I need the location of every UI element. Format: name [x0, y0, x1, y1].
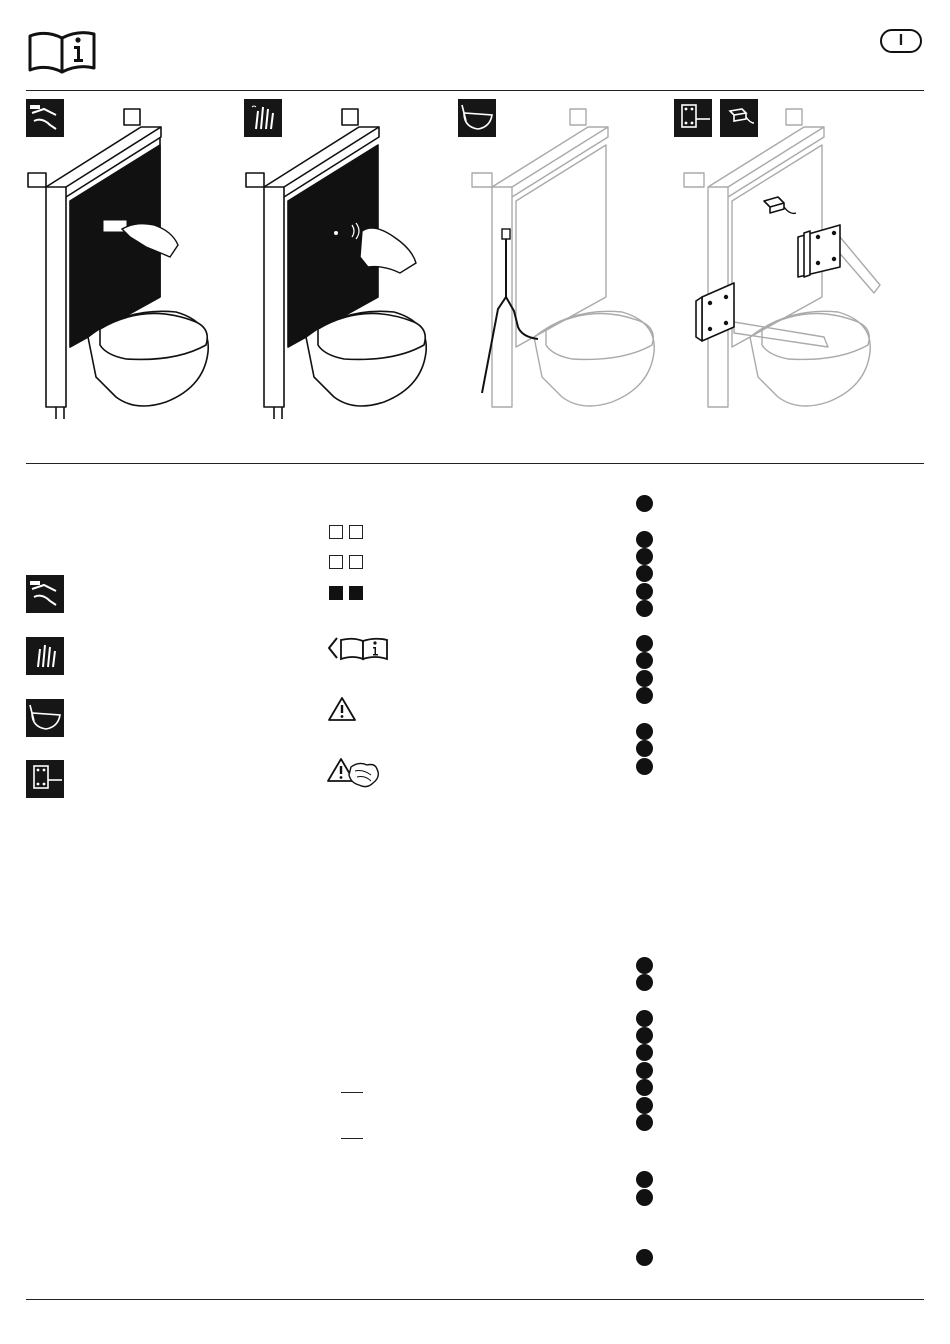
filled-box-icon — [329, 586, 343, 600]
header-divider — [26, 90, 924, 91]
list-bullet — [636, 740, 653, 757]
list-bullet — [636, 652, 653, 669]
fraction-line — [341, 1092, 363, 1093]
empty-box-icon — [329, 555, 343, 569]
warning-icon — [327, 696, 357, 722]
list-bullet — [636, 531, 653, 548]
illustration-shower-toilet — [458, 97, 668, 427]
list-bullet — [636, 1027, 653, 1044]
fraction-line — [341, 1138, 363, 1139]
warning-cloth-icon — [327, 757, 383, 791]
list-bullet — [636, 670, 653, 687]
list-bullet — [636, 548, 653, 565]
list-bullet — [636, 583, 653, 600]
language-code: I — [898, 32, 904, 49]
filled-box-icon — [349, 586, 363, 600]
empty-box-icon — [329, 525, 343, 539]
footer-divider — [26, 1299, 924, 1300]
list-bullet — [636, 495, 653, 512]
legend-hand-touch-icon — [26, 575, 64, 613]
list-bullet — [636, 687, 653, 704]
legend-mounting-plate-icon — [26, 760, 64, 798]
list-bullet — [636, 1171, 653, 1188]
list-bullet — [636, 1079, 653, 1096]
list-bullet — [636, 758, 653, 775]
language-badge — [880, 29, 922, 53]
refer-manual-icon — [327, 635, 389, 661]
empty-box-icon — [349, 525, 363, 539]
illustration-grab-bar-plates — [674, 97, 884, 427]
list-bullet — [636, 957, 653, 974]
list-bullet — [636, 974, 653, 991]
list-bullet — [636, 565, 653, 582]
list-bullet — [636, 1097, 653, 1114]
empty-box-icon — [349, 555, 363, 569]
list-bullet — [636, 635, 653, 652]
list-bullet — [636, 1010, 653, 1027]
list-bullet — [636, 1044, 653, 1061]
list-bullet — [636, 1062, 653, 1079]
list-bullet — [636, 723, 653, 740]
illustration-sensor-panel — [244, 97, 454, 427]
manual-info-icon — [26, 26, 98, 76]
section-divider — [26, 463, 924, 464]
list-bullet — [636, 1249, 653, 1266]
list-bullet — [636, 1189, 653, 1206]
legend-hand-wave-sensor-icon — [26, 637, 64, 675]
list-bullet — [636, 1114, 653, 1131]
list-bullet — [636, 600, 653, 617]
illustration-touch-panel — [26, 97, 236, 427]
legend-shower-toilet-icon — [26, 699, 64, 737]
